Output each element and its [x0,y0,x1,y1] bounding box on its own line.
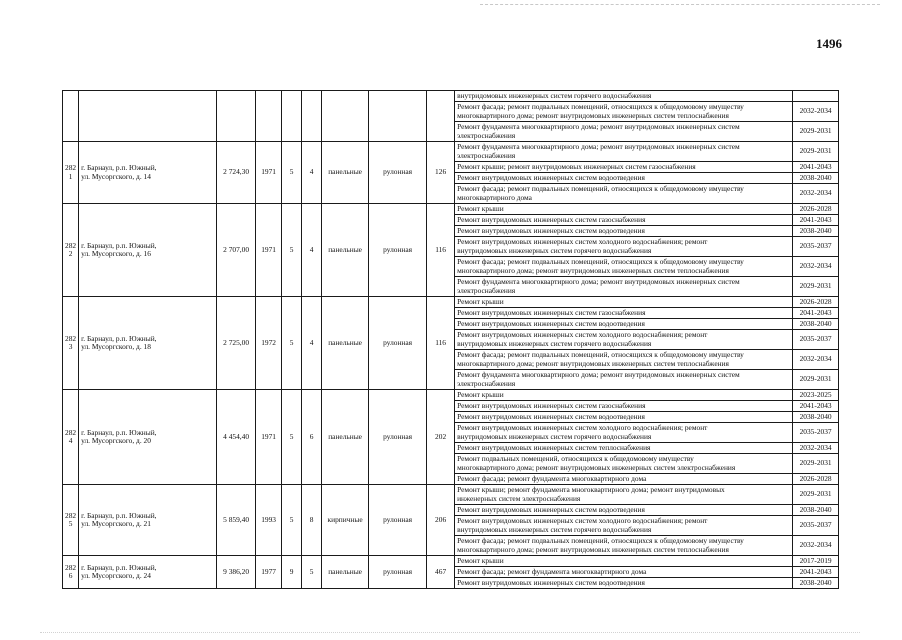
continued-total-area-cell [217,91,256,142]
total-area-cell: 9 386,20 [217,556,256,589]
entrances-cell: 4 [302,204,322,297]
work-cell: Ремонт внутридомовых инженерных систем водоотведения [455,319,793,330]
work-cell: Ремонт крыши; ремонт фундамента многоквартирного дома; ремонт внутридомовых инженерных систем электроснабжения [455,485,793,505]
work-cell: Ремонт подвальных помещений, относящихся к общедомовому имуществу многоквартирного дома; ремонт внутридомовых инженерных систем электроснабжения [455,454,793,474]
flat-count-cell: 116 [427,204,455,297]
floors-cell: 5 [282,204,302,297]
roof-type-cell: рулонная [369,204,427,297]
period-cell: 2038-2040 [793,412,839,423]
period-cell: 2032-2034 [793,257,839,277]
total-area-cell: 4 454,40 [217,390,256,485]
period-cell: 2029-2031 [793,370,839,390]
continued-row-number-cell [63,91,79,142]
wall-material-cell: панельные [322,204,369,297]
build-year-cell: 1977 [256,556,282,589]
period-cell: 2017-2019 [793,556,839,567]
total-area-cell: 2 724,30 [217,142,256,204]
wall-material-cell: панельные [322,142,369,204]
flat-count-cell: 467 [427,556,455,589]
period-cell: 2026-2028 [793,204,839,215]
flat-count-cell: 202 [427,390,455,485]
work-cell: Ремонт внутридомовых инженерных систем водоотведения [455,505,793,516]
wall-material-cell: панельные [322,390,369,485]
address-cell: г. Барнаул, р.п. Южный, ул. Мусоргского, д. 20 [79,390,217,485]
continued-build-year-cell [256,91,282,142]
work-cell: Ремонт внутридомовых инженерных систем холодного водоснабжения; ремонт внутридомовых инженерных систем горячего водоснабжения [455,423,793,443]
address-cell: г. Барнаул, р.п. Южный, ул. Мусоргского, д. 14 [79,142,217,204]
wall-material-cell: панельные [322,556,369,589]
floors-cell: 5 [282,485,302,556]
period-cell: 2029-2031 [793,122,839,142]
period-cell: 2032-2034 [793,184,839,204]
total-area-cell: 2 707,00 [217,204,256,297]
work-cell: Ремонт фундамента многоквартирного дома; ремонт внутридомовых инженерных систем электроснабжения [455,122,793,142]
period-cell: 2038-2040 [793,578,839,589]
address-cell: г. Барнаул, р.п. Южный, ул. Мусоргского, д. 21 [79,485,217,556]
table-row [63,390,839,401]
page-number: 1496 [816,36,842,51]
build-year-cell: 1971 [256,204,282,297]
work-cell: Ремонт внутридомовых инженерных систем газоснабжения [455,308,793,319]
build-year-cell: 1972 [256,297,282,390]
period-cell: 2029-2031 [793,454,839,474]
work-cell: Ремонт фасада; ремонт подвальных помещений, относящихся к общедомовому имуществу многоквартирного дома; ремонт внутридомовых инженерных систем теплоснабжения [455,257,793,277]
table-row [63,204,839,215]
work-cell: Ремонт внутридомовых инженерных систем холодного водоснабжения; ремонт внутридомовых инженерных систем горячего водоснабжения [455,237,793,257]
period-cell: 2032-2034 [793,536,839,556]
period-cell: 2023-2025 [793,390,839,401]
period-cell: 2035-2037 [793,516,839,536]
table-row [63,485,839,505]
period-cell: 2035-2037 [793,423,839,443]
row-number-cell: 282 3 [63,297,79,390]
entrances-cell: 4 [302,297,322,390]
continued-entrances-cell [302,91,322,142]
floors-cell: 5 [282,142,302,204]
work-cell: Ремонт крыши [455,204,793,215]
work-cell: Ремонт фундамента многоквартирного дома; ремонт внутридомовых инженерных систем электроснабжения [455,277,793,297]
period-cell: 2041-2043 [793,308,839,319]
period-cell [793,91,839,102]
roof-type-cell: рулонная [369,390,427,485]
period-cell: 2029-2031 [793,142,839,162]
row-number-cell: 282 4 [63,390,79,485]
entrances-cell: 6 [302,390,322,485]
period-cell: 2038-2040 [793,226,839,237]
work-cell: Ремонт крыши [455,390,793,401]
scan-bottom-rule [40,632,860,633]
roof-type-cell: рулонная [369,485,427,556]
continuation-row [63,91,839,102]
work-cell: Ремонт фасада; ремонт подвальных помещений, относящихся к общедомовому имуществу многоквартирного дома; ремонт внутридомовых инженерных систем теплоснабжения [455,350,793,370]
row-number-cell: 282 6 [63,556,79,589]
row-number-cell: 282 1 [63,142,79,204]
row-number-cell: 282 2 [63,204,79,297]
address-cell: г. Барнаул, р.п. Южный, ул. Мусоргского, д. 18 [79,297,217,390]
entrances-cell: 8 [302,485,322,556]
continued-address-cell [79,91,217,142]
period-cell: 2032-2034 [793,443,839,454]
flat-count-cell: 116 [427,297,455,390]
flat-count-cell: 126 [427,142,455,204]
period-cell: 2032-2034 [793,350,839,370]
total-area-cell: 2 725,00 [217,297,256,390]
roof-type-cell: рулонная [369,142,427,204]
work-cell: Ремонт внутридомовых инженерных систем холодного водоснабжения; ремонт внутридомовых инженерных систем горячего водоснабжения [455,330,793,350]
work-cell: Ремонт фасада; ремонт фундамента многоквартирного дома [455,474,793,485]
build-year-cell: 1971 [256,142,282,204]
entrances-cell: 4 [302,142,322,204]
overhaul-program-table [62,90,839,589]
period-cell: 2035-2037 [793,330,839,350]
work-cell: Ремонт внутридомовых инженерных систем водоотведения [455,578,793,589]
period-cell: 2029-2031 [793,277,839,297]
work-cell: Ремонт внутридомовых инженерных систем холодного водоснабжения; ремонт внутридомовых инженерных систем горячего водоснабжения [455,516,793,536]
work-cell: Ремонт фундамента многоквартирного дома; ремонт внутридомовых инженерных систем электроснабжения [455,370,793,390]
floors-cell: 5 [282,390,302,485]
work-cell: Ремонт фасада; ремонт подвальных помещений, относящихся к общедомовому имуществу многоквартирного дома; ремонт внутридомовых инженерных систем теплоснабжения [455,536,793,556]
entrances-cell: 5 [302,556,322,589]
continued-wall-material-cell [322,91,369,142]
floors-cell: 5 [282,297,302,390]
period-cell: 2038-2040 [793,505,839,516]
work-cell: Ремонт крыши [455,556,793,567]
table-row [63,556,839,567]
build-year-cell: 1971 [256,390,282,485]
work-cell: Ремонт внутридомовых инженерных систем газоснабжения [455,215,793,226]
period-cell: 2026-2028 [793,474,839,485]
period-cell: 2035-2037 [793,237,839,257]
continued-floors-cell [282,91,302,142]
period-cell: 2041-2043 [793,162,839,173]
work-cell: Ремонт внутридомовых инженерных систем водоотведения [455,173,793,184]
continued-flat-count-cell [427,91,455,142]
work-cell: внутридомовых инженерных систем горячего водоснабжения [455,91,793,102]
work-cell: Ремонт внутридомовых инженерных систем водоотведения [455,226,793,237]
row-number-cell: 282 5 [63,485,79,556]
flat-count-cell: 206 [427,485,455,556]
work-cell: Ремонт фасада; ремонт подвальных помещений, относящихся к общедомовому имуществу многоквартирного дома; ремонт внутридомовых инженерных систем теплоснабжения [455,102,793,122]
work-cell: Ремонт фасада; ремонт фундамента многоквартирного дома [455,567,793,578]
work-cell: Ремонт внутридомовых инженерных систем водоотведения [455,412,793,423]
table-row [63,142,839,162]
work-cell: Ремонт фасада; ремонт подвальных помещений, относящихся к общедомовому имуществу многоквартирного дома [455,184,793,204]
period-cell: 2029-2031 [793,485,839,505]
period-cell: 2041-2043 [793,401,839,412]
work-cell: Ремонт крыши [455,297,793,308]
period-cell: 2041-2043 [793,567,839,578]
roof-type-cell: рулонная [369,297,427,390]
scan-top-rule [480,4,880,5]
work-cell: Ремонт внутридомовых инженерных систем теплоснабжения [455,443,793,454]
work-cell: Ремонт крыши; ремонт внутридомовых инженерных систем газоснабжения [455,162,793,173]
work-cell: Ремонт внутридомовых инженерных систем газоснабжения [455,401,793,412]
build-year-cell: 1993 [256,485,282,556]
address-cell: г. Барнаул, р.п. Южный, ул. Мусоргского, д. 16 [79,204,217,297]
period-cell: 2041-2043 [793,215,839,226]
continued-roof-type-cell [369,91,427,142]
roof-type-cell: рулонная [369,556,427,589]
wall-material-cell: кирпичные [322,485,369,556]
address-cell: г. Барнаул, р.п. Южный, ул. Мусоргского, д. 24 [79,556,217,589]
table-row [63,297,839,308]
floors-cell: 9 [282,556,302,589]
total-area-cell: 5 859,40 [217,485,256,556]
period-cell: 2026-2028 [793,297,839,308]
period-cell: 2038-2040 [793,319,839,330]
work-cell: Ремонт фундамента многоквартирного дома; ремонт внутридомовых инженерных систем электроснабжения [455,142,793,162]
wall-material-cell: панельные [322,297,369,390]
period-cell: 2032-2034 [793,102,839,122]
period-cell: 2038-2040 [793,173,839,184]
